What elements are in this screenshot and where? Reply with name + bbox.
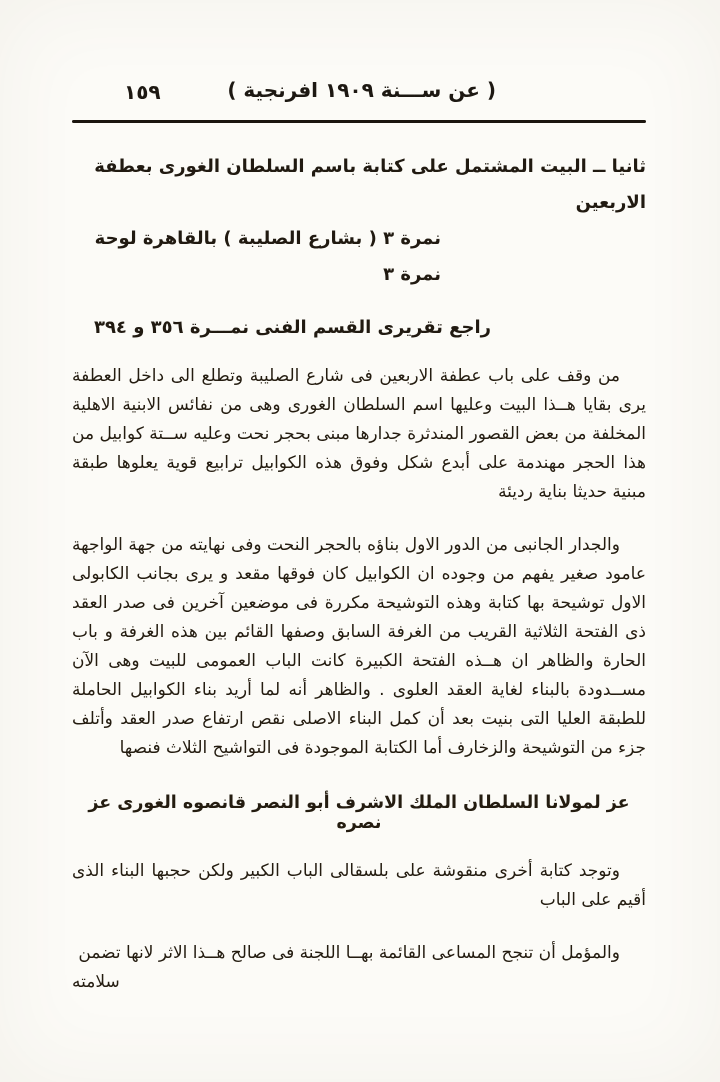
closing-tail-word: سلامته — [72, 972, 120, 992]
page-header — [72, 78, 646, 112]
page-body — [72, 149, 646, 997]
body-paragraph-2: والجدار الجانبى من الدور الاول بناؤه بالحجر النحت وفى نهايته من جهة الواجهة عامود صغير يفهم من وجوده ان الكوابيل كان فوقها مقعد و يرى بجانب الكابولى الاول توشيحة بها كتابة وهذه التوشيحة مكررة فى موضعين آخرين فى صدر العقد ذى الفتحة الثلاثية القريب من الغرفة السابق وصفها القائم بين هذه الغرفة و باب الحارة والظاهر ان هــذه الفتحة الكبيرة كانت الباب العمومى للبيت وهى الآن مســدودة بالبناء لغاية العقد العلوى . والظاهر أنه لما أريد بناء الكوابيل الحاملة للطبقة العليا التى بنيت بعد أن كمل البناء الاصلى نقص ارتفاع صدر العقد وأتلف جزء من التوشيحة والزخارف أما الكتابة الموجودة فى التواشيح الثلاث فنصها — [72, 535, 646, 758]
reference-line: راجع تقريرى القسم الفنى نمـــرة ٣٥٦ و ٣٩٤ — [93, 317, 491, 338]
section-heading-line2: نمرة ٣ ( بشارع الصليبة ) بالقاهرة لوحة نمرة ٣ — [94, 228, 441, 285]
header-date-line: ( عن ســـنة ١٩٠٩ افرنجية ) — [227, 78, 496, 102]
inscription-line: عز لمولانا السلطان الملك الاشرف أبو النصر قانصوه الغورى عز نصره — [88, 793, 630, 833]
closing-paragraph: والمؤمل أن تنجح المساعى القائمة بهــا اللجنة فى صالح هــذا الاثر لانها تضمن — [78, 943, 620, 963]
header-rule — [72, 120, 646, 123]
door-paragraph: وتوجد كتابة أخرى منقوشة على بلسقالى الباب الكبير ولكن حجبها البناء الذى أقيم على الباب — [72, 861, 646, 910]
section-heading-line1: ثانيا ــ البيت المشتمل على كتابة باسم السلطان الغورى بعطفة الاربعين — [94, 156, 646, 213]
page-number: ١٥٩ — [124, 80, 161, 104]
body-paragraph-1: من وقف على باب عطفة الاربعين فى شارع الصليبة وتطلع الى داخل العطفة يرى بقايا هــذا البيت وعليها اسم السلطان الغورى وهى من نفائس الابنية الاهلية المخلفة من بعض القصور المندثرة جدارها مبنى بحجر نحت وعليه ســتة كوابيل من هذا الحجر مهندمة على أبدع شكل وفوق هذه الكوابيل ترابيع قوية يعلوها طبقة مبنية حديثا بناية رديئة — [72, 366, 646, 502]
section-heading — [72, 149, 646, 293]
